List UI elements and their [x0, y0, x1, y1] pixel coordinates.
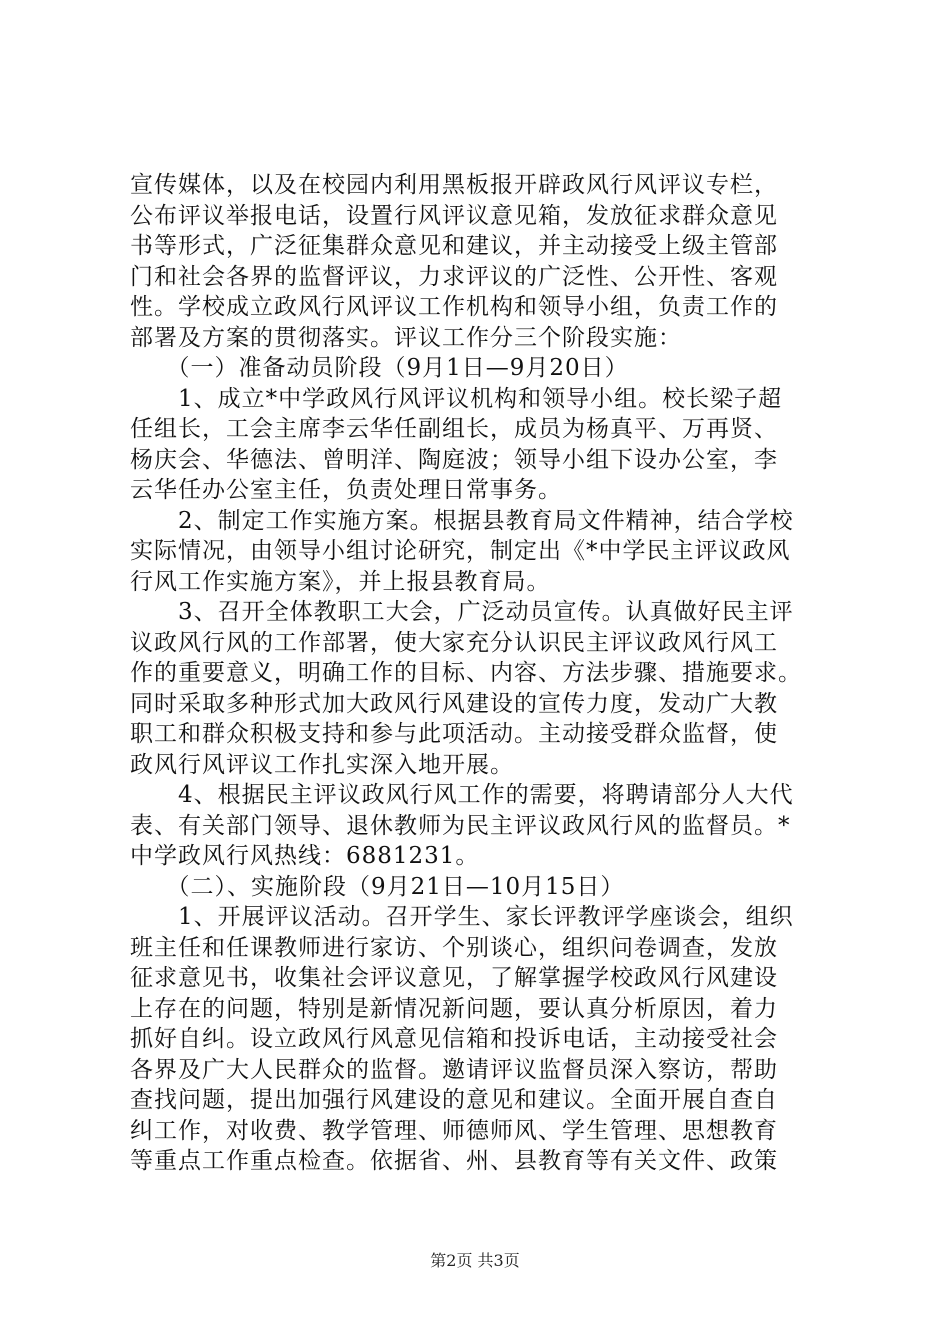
text-line: 中学政风行风热线：6881231。 [130, 843, 480, 869]
text-line: 门和社会各界的监督评议，力求评议的广泛性、公开性、客观 [130, 263, 778, 290]
text-line: 部署及方案的贯彻落实。评议工作分三个阶段实施： [130, 324, 682, 351]
text-line: 纠工作，对收费、教学管理、师德师风、学生管理、思想教育 [130, 1117, 778, 1144]
text-line: 上存在的问题，特别是新情况新问题，要认真分析原因，着力 [130, 995, 778, 1022]
text-line: 书等形式，广泛征集群众意见和建议，并主动接受上级主管部 [130, 233, 778, 259]
text-line: 作的重要意义，明确工作的目标、内容、方法步骤、措施要求。 [130, 660, 802, 686]
text-line: 各界及广大人民群众的监督。邀请评议监督员深入察访，帮助 [130, 1056, 778, 1083]
text-line: 4、根据民主评议政风行风工作的需要，将聘请部分人大代 [130, 782, 794, 808]
text-line: 1、开展评议活动。召开学生、家长评教评学座谈会，组织 [130, 904, 794, 930]
text-line: 3、召开全体教职工大会，广泛动员宣传。认真做好民主评 [130, 599, 794, 625]
text-line: 等重点工作重点检查。依据省、州、县教育等有关文件、政策 [130, 1148, 778, 1174]
text-line: 1、成立*中学政风行风评议机构和领导小组。校长梁子超 [130, 385, 783, 412]
section-heading: （二）、实施阶段（9月21日—10月15日） [130, 873, 625, 900]
text-line: 宣传媒体，以及在校园内利用黑板报开辟政风行风评议专栏， [130, 172, 778, 198]
text-line: 2、制定工作实施方案。根据县教育局文件精神，结合学校 [130, 507, 794, 534]
text-line: 云华任办公室主任，负责处理日常事务。 [130, 477, 562, 503]
text-line: 表、有关部门领导、退休教师为民主评议政风行风的监督员。* [130, 812, 791, 839]
text-line: 性。学校成立政风行风评议工作机构和领导小组，负责工作的 [130, 294, 778, 320]
text-line: 征求意见书，收集社会评议意见，了解掌握学校政风行风建设 [130, 965, 778, 991]
section-heading: （一）准备动员阶段（9月1日—9月20日） [130, 355, 629, 381]
text-line: 职工和群众积极支持和参与此项活动。主动接受群众监督，使 [130, 721, 778, 747]
text-line: 行风工作实施方案》，并上报县教育局。 [130, 568, 551, 595]
page-number-footer: 第2页 共3页 [430, 1251, 520, 1270]
text-line: 公布评议举报电话，设置行风评议意见箱，发放征求群众意见 [130, 202, 778, 229]
text-line: 杨庆会、华德法、曾明洋、陶庭波；领导小组下设办公室，李 [130, 446, 778, 473]
text-line: 政风行风评议工作扎实深入地开展。 [130, 751, 514, 778]
text-line: 同时采取多种形式加大政风行风建设的宣传力度，发动广大教 [130, 690, 778, 717]
document-body [130, 170, 830, 1177]
text-line: 任组长，工会主席李云华任副组长，成员为杨真平、万再贤、 [130, 416, 778, 442]
text-line: 议政风行风的工作部署，使大家充分认识民主评议政风行风工 [130, 629, 778, 656]
text-line: 抓好自纠。设立政风行风意见信箱和投诉电话，主动接受社会 [130, 1026, 778, 1052]
text-line: 实际情况，由领导小组讨论研究，制定出《*中学民主评议政风 [130, 538, 791, 564]
text-line: 班主任和任课教师进行家访、个别谈心，组织问卷调查，发放 [130, 934, 778, 961]
text-line: 查找问题，提出加强行风建设的意见和建议。全面开展自查自 [130, 1087, 778, 1113]
